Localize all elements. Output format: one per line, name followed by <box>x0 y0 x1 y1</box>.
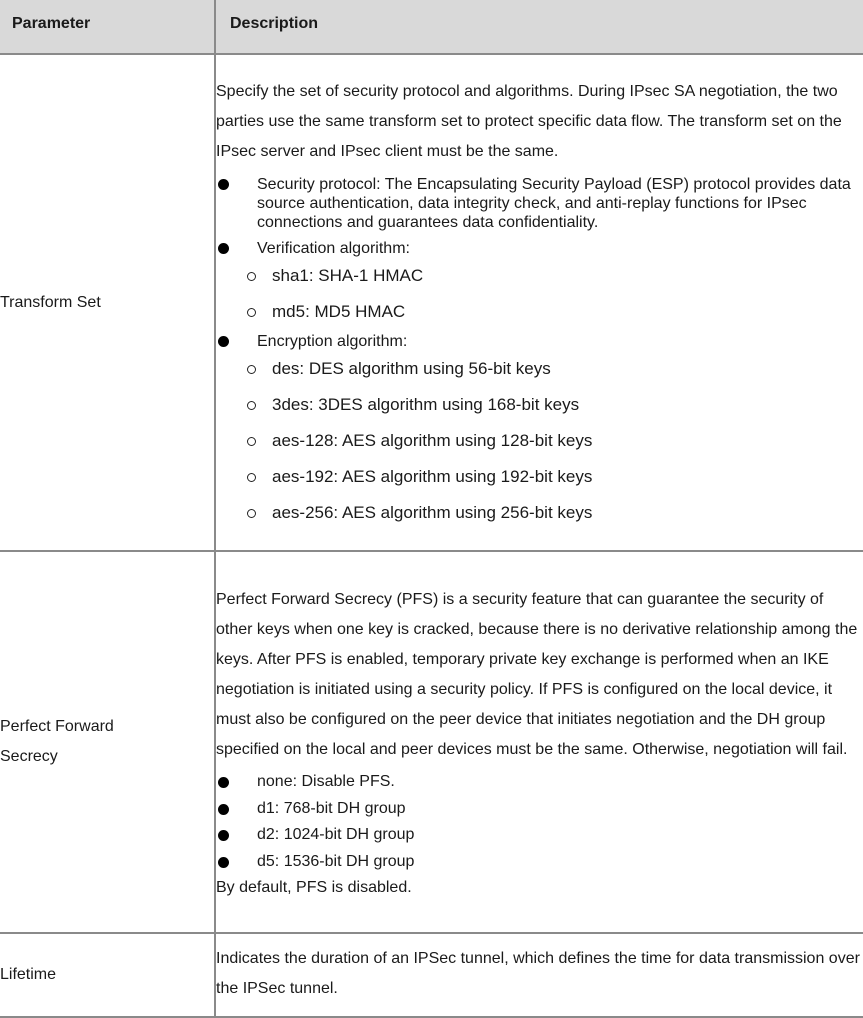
bullet-dot-icon <box>218 804 229 815</box>
list-item <box>216 796 863 823</box>
circle-bullet-icon <box>247 365 256 374</box>
list-item <box>216 459 863 495</box>
default-note: By default, PFS is disabled. <box>216 879 412 896</box>
header-description-label: Description <box>230 14 319 32</box>
bullet-dot-icon <box>218 777 229 788</box>
bullet-dot-icon <box>218 857 229 868</box>
list-item <box>216 822 863 849</box>
list-item <box>216 351 863 387</box>
circle-bullet-icon <box>247 509 256 518</box>
desc-intro: Perfect Forward Secrecy (PFS) is a security feature that can guarantee the security of other keys when one key is cracked, because there is no derivative relationship among the keys. After PFS is enabled, temporary private key exchange is performed when an IKE negotiation is initiated using a security policy. If PFS is configured on the local device, it must also be configured on the peer device that initiates negotiation and the DH group specified on the local and peer devices must be the same. Otherwise, negotiation will fail. <box>216 591 858 758</box>
table-header-row <box>0 0 863 54</box>
sub-item-text: md5: MD5 HMAC <box>272 301 406 321</box>
bullet-dot-icon <box>218 243 229 254</box>
table-row <box>0 551 863 933</box>
bullet-dot-icon <box>218 179 229 190</box>
circle-bullet-icon <box>247 401 256 410</box>
bullet-text: Verification algorithm: <box>257 239 410 257</box>
table-row <box>0 933 863 1017</box>
table-row <box>0 54 863 551</box>
circle-bullet-icon <box>247 272 256 281</box>
desc-lifetime <box>215 933 863 1017</box>
list-item <box>216 495 863 531</box>
bullet-text: Encryption algorithm: <box>257 332 408 350</box>
bullet-text: d5: 1536-bit DH group <box>257 852 415 870</box>
param-lifetime <box>0 933 215 1017</box>
bullet-text: d2: 1024-bit DH group <box>257 826 415 843</box>
desc-transform-set <box>215 54 863 551</box>
param-name-line1: Perfect Forward <box>0 718 114 735</box>
sub-item-text: aes-256: AES algorithm using 256-bit keys <box>272 502 593 522</box>
desc-intro: Specify the set of security protocol and algorithms. During IPsec SA negotiation, the two parties use the same transform set to protect specific data flow. The transform set on the IPsec server and IPsec client must be the same. <box>216 82 842 160</box>
sub-item-text: sha1: SHA-1 HMAC <box>272 265 424 285</box>
desc-intro: Indicates the duration of an IPSec tunnel, which defines the time for data transmission over the IPSec tunnel. <box>216 950 860 997</box>
bullet-dot-icon <box>218 830 229 841</box>
sub-item-text: 3des: 3DES algorithm using 168-bit keys <box>272 394 580 414</box>
list-item <box>216 769 863 796</box>
bullet-text: Security protocol: The Encapsulating Security Payload (ESP) protocol provides data source authentication, data integrity check, and anti-replay functions for IPsec connections and guarantees data confidentiality. <box>257 175 851 231</box>
list-item <box>216 387 863 423</box>
header-parameter <box>0 0 215 54</box>
list-item <box>216 239 863 258</box>
sub-item-text: aes-128: AES algorithm using 128-bit keys <box>272 430 593 450</box>
circle-bullet-icon <box>247 437 256 446</box>
list-item <box>216 332 863 351</box>
bullet-dot-icon <box>218 336 229 347</box>
desc-pfs <box>215 551 863 933</box>
bullet-text: none: Disable PFS. <box>257 773 395 790</box>
list-item <box>216 294 863 330</box>
param-pfs <box>0 551 215 933</box>
header-description <box>215 0 863 54</box>
param-name-line2: Secrecy <box>0 748 58 765</box>
circle-bullet-icon <box>247 308 256 317</box>
list-item <box>216 849 863 876</box>
list-item <box>216 423 863 459</box>
sub-item-text: des: DES algorithm using 56-bit keys <box>272 358 551 378</box>
param-name: Lifetime <box>0 966 57 983</box>
list-item <box>216 258 863 294</box>
list-item <box>216 175 863 232</box>
bullet-text: d1: 768-bit DH group <box>257 799 406 817</box>
circle-bullet-icon <box>247 473 256 482</box>
sub-item-text: aes-192: AES algorithm using 192-bit keys <box>272 466 593 486</box>
param-name: Transform Set <box>0 293 101 311</box>
header-parameter-label: Parameter <box>12 14 91 32</box>
param-transform-set <box>0 54 215 551</box>
